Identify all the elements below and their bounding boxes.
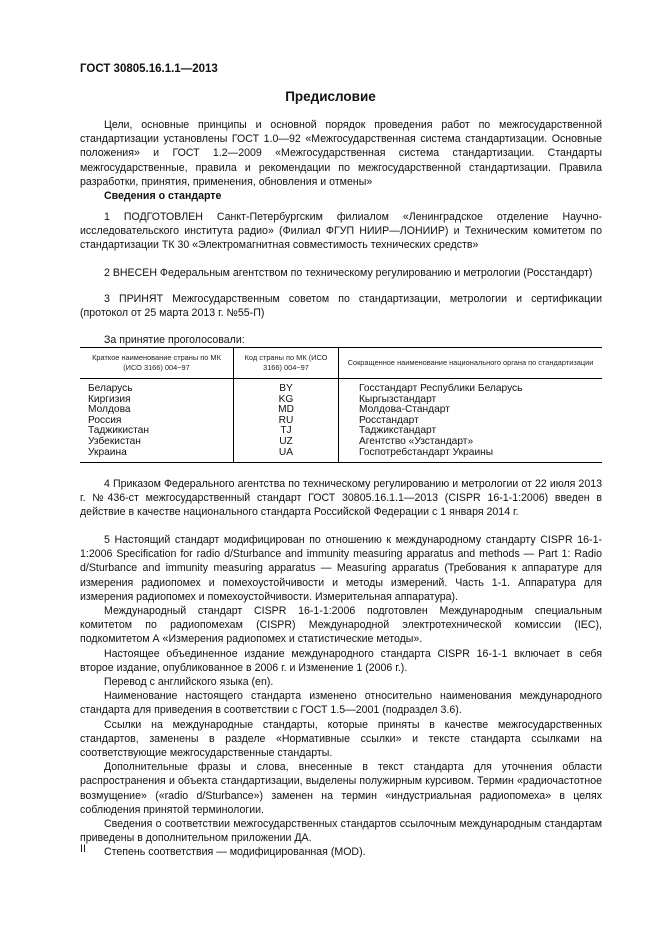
subheading-block bbox=[80, 189, 602, 203]
section-title: Предисловие bbox=[285, 89, 376, 104]
code-cell: KG bbox=[234, 395, 339, 406]
code-cell: RU bbox=[234, 416, 339, 427]
item-1-block bbox=[80, 210, 602, 253]
voting-table bbox=[80, 347, 602, 463]
table-row bbox=[80, 395, 602, 406]
table-row bbox=[80, 426, 602, 437]
item-1: 1 ПОДГОТОВЛЕН Санкт-Петербургским филиалом «Ленинградское отделение Научно-исследовательского института радио» (Филиал ФГУП НИИР—ЛОНИИР) и Техническим комитетом по стандартизации ТК 30 «Электромагнитная совместимость технических средств» bbox=[80, 211, 602, 252]
table-row bbox=[80, 416, 602, 427]
document-header: ГОСТ 30805.16.1.1—2013 bbox=[80, 63, 218, 75]
item-5-paragraph: Дополнительные фразы и слова, внесенные в текст стандарта для уточнения области распространения и объекта стандартизации, выделены полужирным курсивом. Термин «радиочастотное возмущение» («radio d/Sturbance») заменен на термин «индустриальная радиопомеха» в целях соблюдения принятой терминологии. bbox=[80, 761, 602, 816]
organ-cell: Таджикстандарт bbox=[339, 426, 603, 437]
organ-cell: Молдова-Стандарт bbox=[339, 405, 603, 416]
item-5-paragraph: Настоящее объединенное издание международного стандарта CISPR 16-1-1 включает в себя второе издание, опубликованное в 2006 г. и Изменение 1 (2006 г.). bbox=[80, 647, 602, 674]
table-row bbox=[80, 379, 602, 395]
table-header-country: Краткое наименование страны по МК (ИСО 3166) 004−97 bbox=[80, 348, 234, 379]
organ-cell: Госпотребстандарт Украины bbox=[339, 448, 603, 463]
item-5-paragraph: 5 Настоящий стандарт модифицирован по отношению к международному стандарту CISPR 16-1-1:2006 Specification for radio d/Sturbance and immunity measuring apparatus and methods — Part 1: Radio d/Sturbance and immunity measuring apparatus — Measuring apparatus (Требования к аппаратуре для измерения радиопомех и помехоустойчивости и методы измерений. Часть 1-1. Аппаратура для измерения радиопомех и помехоустойчивости. Измерительная аппаратура). bbox=[80, 534, 602, 603]
table-row bbox=[80, 448, 602, 463]
item-5-paragraph: Наименование настоящего стандарта изменено относительно наименования международного стандарта для приведения в соответствии с ГОСТ 1.5—2001 (подраздел 3.6). bbox=[80, 690, 602, 717]
table-header-row bbox=[80, 348, 602, 379]
country-cell: Таджикистан bbox=[88, 425, 149, 437]
intro-block bbox=[80, 118, 602, 189]
item-5-paragraph: Степень соответствия — модифицированная (MOD). bbox=[104, 846, 366, 859]
country-cell: Молдова bbox=[88, 404, 131, 416]
item-4: 4 Приказом Федерального агентства по техническому регулированию и метрологии от 22 июля 2013 г. №436-ст межгосударственный стандарт ГОСТ 30805.16.1.1—2013 (CISPR 16-1-1:2006) введен в действие в качестве национального стандарта Российской Федерации с 1 января 2014 г. bbox=[80, 478, 602, 519]
code-cell: TJ bbox=[234, 426, 339, 437]
country-cell: Узбекистан bbox=[88, 435, 141, 447]
page-number: II bbox=[80, 843, 86, 855]
code-cell: UZ bbox=[234, 437, 339, 448]
organ-cell: Росстандарт bbox=[339, 416, 603, 427]
intro-paragraph: Цели, основные принципы и основной порядок проведения работ по межгосударственной стандартизации установлены ГОСТ 1.0—92 «Межгосударственная система стандартизации. Основные положения» и ГОСТ 1.2—2009 «Межгосударственная система стандартизации. Стандарты межгосударственные, правила и рекомендации по межгосударственной стандартизации. Правила разработки, принятия, применения, обновления и отмены» bbox=[80, 119, 602, 188]
item-4-block bbox=[80, 477, 602, 520]
vote-label: За принятие проголосовали: bbox=[104, 334, 245, 346]
organ-cell: Кыргызстандарт bbox=[339, 395, 603, 406]
vote-label-block bbox=[80, 333, 602, 347]
organ-cell: Агентство «Узстандарт» bbox=[339, 437, 603, 448]
country-cell: Украина bbox=[80, 448, 234, 463]
code-cell: MD bbox=[234, 405, 339, 416]
item-5-block bbox=[80, 533, 602, 860]
country-cell: Беларусь bbox=[88, 383, 133, 394]
item-2: 2 ВНЕСЕН Федеральным агентством по техническому регулированию и метрологии (Росстандарт) bbox=[104, 267, 593, 279]
subheading: Сведения о стандарте bbox=[104, 190, 222, 202]
item-5-paragraph: Международный стандарт CISPR 16-1-1:2006 подготовлен Международным специальным комитетом по радиопомехам (CISPR) Международной электротехнической комиссии (IEC), подкомитетом А «Измерения радиопомех и статистические методы». bbox=[80, 605, 602, 646]
code-cell: BY bbox=[234, 379, 339, 395]
table-header-code: Код страны по МК (ИСО 3166) 004−97 bbox=[234, 348, 339, 379]
table-row bbox=[80, 437, 602, 448]
country-cell: Киргизия bbox=[88, 393, 131, 405]
item-3-block bbox=[80, 292, 602, 320]
table-header-organ: Сокращенное наименование национального органа по стандартизации bbox=[339, 348, 603, 379]
item-5-paragraph: Ссылки на международные стандарты, которые приняты в качестве межгосударственных стандартов, заменены в разделе «Нормативные ссылки» и тексте стандарта ссылками на соответствующие межгосударственные стандарты. bbox=[80, 718, 602, 760]
item-5-paragraph: Сведения о соответствии межгосударственных стандартов ссылочным международным стандартам приведены в дополнительном приложении ДА. bbox=[80, 818, 602, 845]
code-cell: UA bbox=[234, 448, 339, 463]
item-2-block bbox=[80, 266, 602, 280]
item-5-paragraph: Перевод с английского языка (en). bbox=[104, 676, 274, 689]
item-3: 3 ПРИНЯТ Межгосударственным советом по стандартизации, метрологии и сертификации (протокол от 25 марта 2013 г. №55-П) bbox=[80, 293, 602, 320]
organ-cell: Госстандарт Республики Беларусь bbox=[339, 379, 603, 395]
table-row bbox=[80, 405, 602, 416]
country-cell: Россия bbox=[88, 414, 122, 426]
